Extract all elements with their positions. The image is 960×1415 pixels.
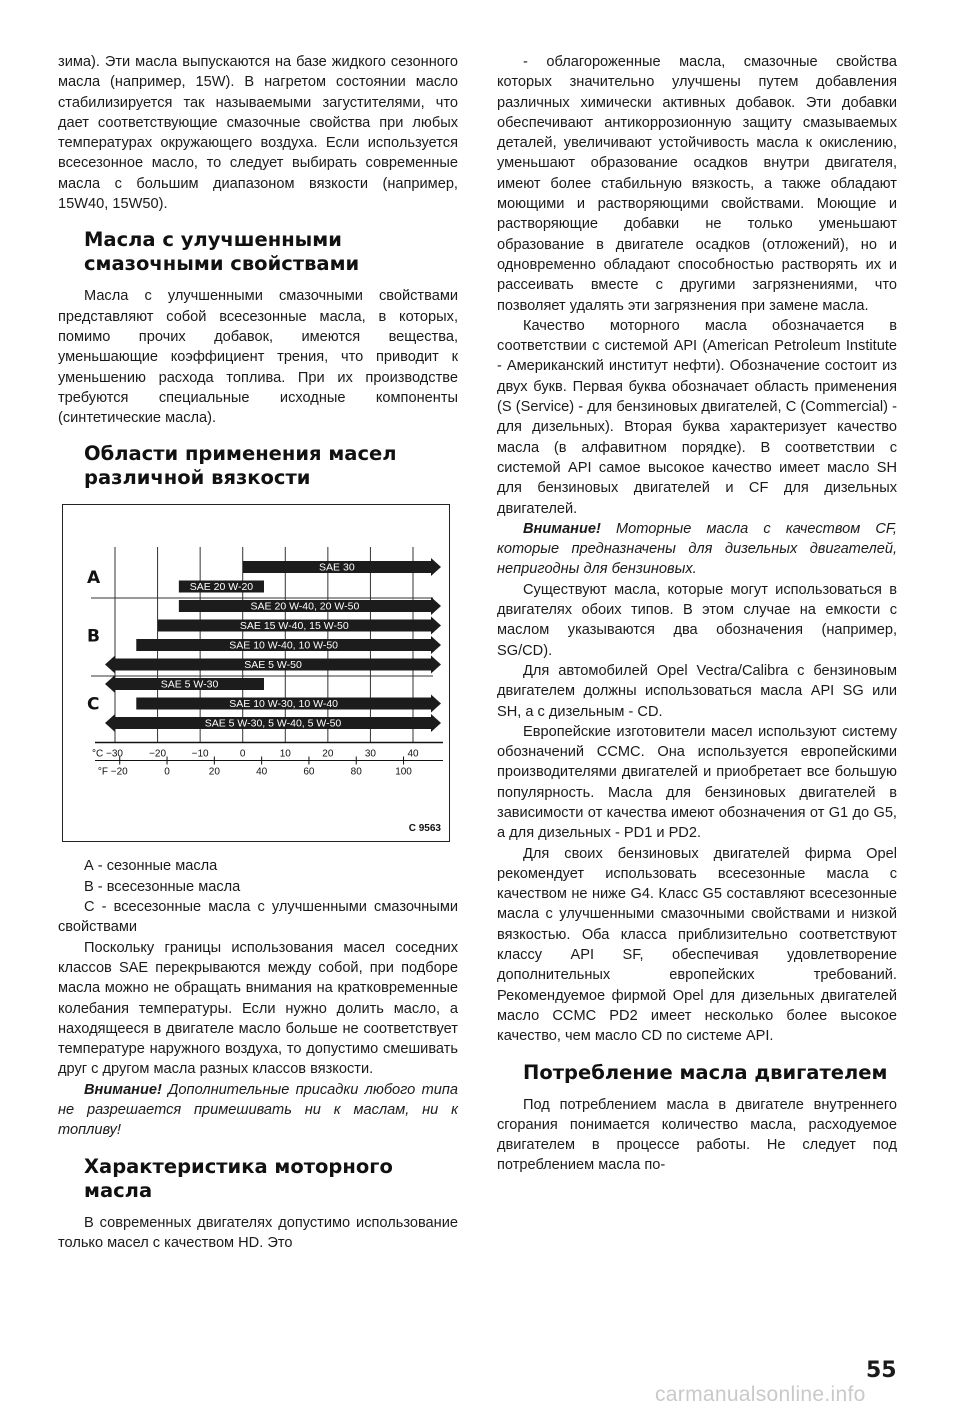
arrow-right bbox=[431, 617, 441, 635]
bar-label: SAE 5 W-30, 5 W-40, 5 W-50 bbox=[204, 717, 342, 730]
f-tick-label: 80 bbox=[350, 766, 362, 778]
bar-label: SAE 10 W-40, 10 W-50 bbox=[229, 639, 339, 652]
warning-label: Внимание! bbox=[84, 1081, 162, 1098]
group-label: C bbox=[87, 694, 100, 715]
oil-consumption-paragraph: Под потреблением масла в двигателе внутреннего сгорания понимается количество масла, расходуемое двигателем в процессе работы. Не следует под потреблением масла по- bbox=[497, 1096, 897, 1174]
intro-paragraph: зима). Эти масла выпускаются на базе жидкого сезонного масла (например, 15W). В нагретом состоянии масло стабилизируется так называемыми загустителями, что дает соответствующие смазочные свойства при любых температурах окружающего воздуха. Если используется всесезонное масло, то следует выбирать современные масла с большим диапазоном вязкости (например, 15W40, 15W50). bbox=[58, 54, 458, 213]
arrow-left bbox=[105, 656, 115, 674]
bar-label: SAE 15 W-40, 15 W-50 bbox=[239, 620, 349, 633]
improved-oils-paragraph: Масла с улучшенными смазочными свойствами представляют собой всесезонные масла, в которых, помимо прочих добавок, имеются вещества, уменьшающие коэффициент трения, что приводит к уменьшению расхода топлива. При их производстве требуются специальные исходные компоненты (синтетические масла). bbox=[58, 288, 458, 427]
group-label: A bbox=[87, 568, 101, 589]
bar-label: SAE 5 W-30 bbox=[160, 678, 219, 691]
legend-a: А - сезонные масла bbox=[84, 858, 218, 875]
page-number: 55 bbox=[866, 1358, 897, 1383]
c-tick-label: −20 bbox=[149, 748, 167, 760]
c-tick-label: 40 bbox=[407, 748, 419, 760]
c-tick-label: −10 bbox=[191, 748, 209, 760]
arrow-right bbox=[431, 695, 441, 713]
legend-c: С - всесезонные масла с улучшенными смазочными свойствами bbox=[58, 899, 458, 936]
f-tick-label: 100 bbox=[395, 766, 412, 778]
arrow-right bbox=[431, 714, 441, 732]
c-tick-label: °C −30 bbox=[92, 748, 123, 760]
left-column bbox=[58, 52, 458, 1253]
group-label: B bbox=[87, 626, 100, 647]
legend-b: В - всесезонные масла bbox=[84, 878, 241, 895]
bar-label: SAE 20 W-40, 20 W-50 bbox=[250, 600, 360, 613]
warning-additives bbox=[58, 1080, 458, 1141]
opel-recommendation-paragraph: Для своих бензиновых двигателей фирма Opel рекомендует использовать всесезонные масла с качеством не ниже G4. Класс G5 составляют всесезонные масла с улучшенными смазочными свойствами и низкой вязкостью. Оба класса приблизительно соответствуют классу API SF, обеспечивая удовлетворение дополнительных европейских требований. Рекомендуемое фирмой Opel для дизельных двигателей масло CCMC PD2 имеет несколько более высокое качество, чем масло CD по системе API. bbox=[497, 845, 897, 1045]
warning-diesel bbox=[497, 519, 897, 580]
arrow-left bbox=[105, 675, 115, 693]
heading-oil-characteristics: Характеристика моторного масла bbox=[84, 1154, 393, 1202]
heading-viscosity-areas: Области применения масел различной вязкости bbox=[84, 442, 397, 490]
bar-label: SAE 5 W-50 bbox=[244, 659, 302, 672]
arrow-right bbox=[431, 656, 441, 674]
bar-label: SAE 20 W-20 bbox=[189, 581, 254, 594]
c-tick-label: 10 bbox=[279, 748, 291, 760]
c-tick-label: 0 bbox=[239, 748, 246, 760]
viscosity-chart-svg bbox=[63, 505, 449, 841]
arrow-right bbox=[431, 597, 441, 615]
sae-overlap-paragraph: Поскольку границы использования масел соседних классов SAE перекрываются между собой, при подборе масла можно не обращать внимания на кратковременные колебания температуры. Если нужно долить масло, а находящееся в двигателе масло больше не соответствует температуре наружного воздуха, то допустимо смешивать друг с другом масла разных классов вязкости. bbox=[58, 939, 458, 1078]
f-tick-label: 60 bbox=[303, 766, 315, 778]
watermark: carmanualsonline.info bbox=[655, 1383, 866, 1406]
arrow-right bbox=[431, 558, 441, 576]
dual-rating-paragraph: Существуют масла, которые могут использоваться в двигателях обоих типов. В этом случае на емкости с маслом указываются два обозначения (например, SG/CD). bbox=[497, 581, 897, 659]
chart-legend bbox=[58, 856, 458, 937]
opel-api-paragraph: Для автомобилей Opel Vectra/Calibra с бензиновым двигателем должны использоваться масла API SG или SH, а с дизельным - CD. bbox=[497, 662, 897, 720]
viscosity-chart bbox=[62, 504, 450, 842]
f-tick-label: °F −20 bbox=[97, 766, 128, 778]
bar-label: SAE 30 bbox=[319, 561, 355, 574]
arrow-left bbox=[105, 714, 115, 732]
f-tick-label: 40 bbox=[256, 766, 268, 778]
warning-text: Дополнительные присадки любого типа не разрешается примешивать ни к маслам, ни к топливу! bbox=[58, 1081, 458, 1139]
hd-quality-paragraph: В современных двигателях допустимо использование только масел с качеством HD. Это bbox=[58, 1214, 458, 1251]
right-column bbox=[497, 52, 897, 1176]
warning-text: Моторные масла с качеством CF, которые предназначены для дизельных двигателей, непригодны для бензиновых. bbox=[497, 520, 897, 578]
bar-label: SAE 10 W-30, 10 W-40 bbox=[229, 698, 339, 711]
c-tick-label: 30 bbox=[364, 748, 376, 760]
heading-improved-oils: Масла с улучшенными смазочными свойствами bbox=[84, 228, 360, 276]
f-tick-label: 0 bbox=[164, 766, 170, 778]
f-tick-label: 20 bbox=[208, 766, 220, 778]
figure-code: C 9563 bbox=[408, 823, 441, 835]
warning-label: Внимание! bbox=[523, 520, 601, 537]
arrow-right bbox=[431, 636, 441, 654]
ccmc-paragraph: Европейские изготовители масел используют систему обозначений CCMC. Она используется европейскими производителями двигателей и приобретает все большую популярность. Масла для бензиновых двигателей в зависимости от качества имеют обозначения от G1 до G5, а для дизельных - PD1 и PD2. bbox=[497, 723, 897, 842]
c-tick-label: 20 bbox=[322, 748, 334, 760]
additives-paragraph: - облагороженные масла, смазочные свойства которых значительно улучшены путем добавления различных химически активных добавок. Эти добавки обеспечивают антикоррозионную защиту смазываемых деталей, увеличивают устойчивость масла к окислению, уменьшают образование осадков внутри двигателя, имеют более стабильную вязкость, а также обладают моющими и растворяющими свойствами. Моющие и растворяющие добавки не только уменьшают образование в двигателе осадков (отложений), но и одновременно обладают способностью растворять их и рассеивать вместе с другими загрязнениями, что позволяет удалять эти загрязнения при замене масла. bbox=[497, 54, 897, 314]
heading-oil-consumption: Потребление масла двигателем bbox=[523, 1060, 888, 1084]
api-paragraph: Качество моторного масла обозначается в соответствии с системой API (American Petroleum Institute - Американский институт нефти). Обозначение состоит из двух букв. Первая буква обозначает область применения (S (Service) - для бензиновых двигателей, С (Commercial) - для дизельных). Вторая буква характеризует качество масла (в алфавитном порядке). В соответствии с системой API самое высокое качество имеет масло SH для бензиновых двигателей и CF для дизельных двигателей. bbox=[497, 317, 897, 517]
